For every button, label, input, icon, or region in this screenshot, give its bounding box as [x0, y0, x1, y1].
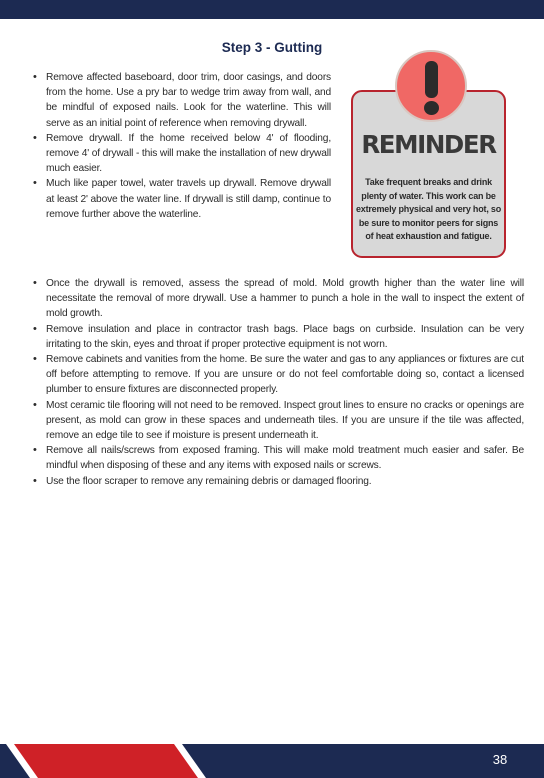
page-number: 38	[492, 752, 508, 767]
steps-list-bottom	[31, 276, 524, 489]
list-item: • Once the drywall is removed, assess the spread of mold. Mold growth higher than the water line will necessitate the removal of more drywall. Use a hammer to punch a hole in the wall to inspect the extent of mold growth.	[31, 276, 524, 322]
steps-list-top	[31, 70, 331, 222]
list-item: • Remove affected baseboard, door trim, door casings, and doors from the home. Use a pry bar to wedge trim away from wall, and be mindful of exposed nails. Look for the waterline. This will serve as an initial point of reference when removing drywall.	[31, 70, 331, 131]
top-header-bar	[0, 0, 544, 19]
reminder-text: Take frequent breaks and drink plenty of water. This work can be extremely physical and very hot, so be sure to monitor peers for signs of heat exhaustion and fatigue.	[355, 177, 502, 241]
list-item: • Remove cabinets and vanities from the home. Be sure the water and gas to any appliances or fixtures are cut off before attempting to remove. If you are unsure or do not feel comfortable doing so, contact a licensed plumber to ensure fixtures are disconnected properly.	[31, 352, 524, 398]
page-title: Step 3 - Gutting	[221, 40, 323, 55]
list-item: • Remove drywall. If the home received below 4' of flooding, remove 4' of drywall - this will make the installation of new drywall much easier.	[31, 131, 331, 177]
exclamation-dot	[424, 101, 439, 115]
list-item: • Use the floor scraper to remove any remaining debris or damaged flooring.	[31, 474, 524, 489]
reminder-title: REMINDER	[361, 130, 496, 159]
list-item: • Much like paper towel, water travels up drywall. Remove drywall at least 2' above the water line. If drywall is still damp, continue to remove further above the waterline.	[31, 176, 331, 222]
list-item: • Remove insulation and place in contractor trash bags. Place bags on curbside. Insulation can be very irritating to the skin, eyes and throat if proper protective equipment is not worn.	[31, 322, 524, 352]
list-item: • Most ceramic tile flooring will not need to be removed. Inspect grout lines to ensure no cracks or openings are present, as mold can grow in these spaces and underneath tiles. If you are unsure if the tile was affected, remove an edge tile to see if moisture is present underneath it.	[31, 398, 524, 444]
list-item: • Remove all nails/screws from exposed framing. This will make mold treatment much easier and safer. Be mindful when disposing of these and any items with exposed nails or screws.	[31, 443, 524, 473]
exclamation-bar	[425, 61, 438, 98]
